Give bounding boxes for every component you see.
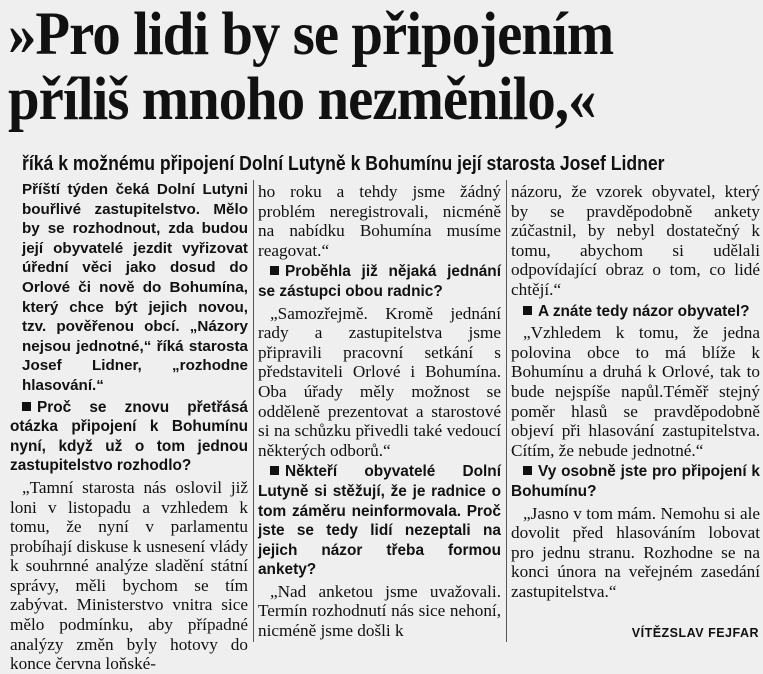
interview-answer: „Tamní starosta nás oslovil již loni v listopadu a vzhledem k tomu, že nyní v parlamentu probíhají diskuse k usnesení vlády k souhrnné analýze sladění státní správy, měli bychom se tím zabývat. Ministerstvo vnitra sice mělo podmínku, aby případné analýzy změn byly hotovy do konce června loňské- bbox=[10, 477, 248, 674]
headline-line-1: »Pro lidi by se připojením bbox=[8, 1, 614, 68]
article-headline bbox=[8, 2, 706, 132]
column-1 bbox=[10, 180, 248, 674]
interview-question: Vy osobně jste pro připojení k Bohumínu? bbox=[511, 463, 760, 500]
column-3 bbox=[511, 180, 760, 642]
interview-answer: „Samozřejmě. Kromě jednání rady a zastupitelstva jsme připravili pracovní setkání s představiteli Orlové i Bohumína. Oba úřady měly možnost se odděleně prezentovat a starostové si na schůzku přivedli také vedoucí některých odborů.“ bbox=[258, 303, 501, 460]
interview-answer: „Vzhledem k tomu, že jedna polovina obce to má blíže k Bohumínu a druhá k Orlové, tak to bude nejspíše napůl.Téměř stejný poměr hlasů se pravděpodobně objeví při hlasování zastupitelstva. Cítím, že nebude jednotné.“ bbox=[511, 323, 760, 460]
interview-question: Proč se znovu přetřásá otázka připojení k Bohumínu nyní, když už o tom jednou zastupitelstvo rozhodlo? bbox=[10, 398, 248, 475]
interview-question: A znáte tedy názor obyvatel? bbox=[511, 302, 760, 322]
article-subtitle: říká k možnému připojení Dolní Lutyně k Bohumínu její starosta Josef Lidner bbox=[22, 153, 665, 175]
interview-question: Proběhla již nějaká jednání se zástupci obou radnic? bbox=[258, 263, 501, 300]
article-body bbox=[10, 180, 760, 674]
interview-answer: „Nad anketou jsme uvažovali. Termín rozhodnutí nás sice nehoní, nicméně jsme došli k bbox=[258, 581, 501, 641]
article-lead: Příští týden čeká Dolní Lutyni bouřlivé zastupitelstvo. Mělo by se rozhodnout, zda budou její obyvatelé jezdit vyřizovat úřední věci jako dosud do Orlové či nově do Bohumína, který chce být jejich novou, tzv. pověřenou obcí. „Názory nejsou jednotné,“ říká starosta Josef Lidner, „rozhodne hlasování.“ bbox=[22, 181, 248, 394]
interview-answer-continued: ho roku a tehdy jsme žádný problém neregistrovali, nicméně na nabídku Bohumína musíme reagovat.“ bbox=[258, 182, 501, 260]
headline-line-2: příliš mnoho nezměnilo,« bbox=[8, 66, 596, 133]
interview-answer-continued: názoru, že vzorek obyvatel, který by se pravděpodobně ankety zúčastnil, by nebyl dostatečný k tomu, abychom si udělali odpovídající obraz o tom, co lidé chtějí.“ bbox=[511, 182, 760, 299]
author-byline: VÍTĚZSLAV FEJFAR bbox=[631, 626, 759, 640]
column-2 bbox=[258, 180, 501, 642]
interview-answer: „Jasno v tom mám. Nemohu si ale dovolit před hlasováním lobovat pro jednu stranu. Rozhodne se na konci února na veřejném zasedání zastupitelstva.“ bbox=[511, 503, 760, 601]
interview-question: Někteří obyvatelé Dolní Lutyně si stěžují, že je radnice o tom záměru neinformovala. Proč jste se tedy lidí nezeptali na jejich názor třeba formou ankety? bbox=[258, 463, 501, 579]
